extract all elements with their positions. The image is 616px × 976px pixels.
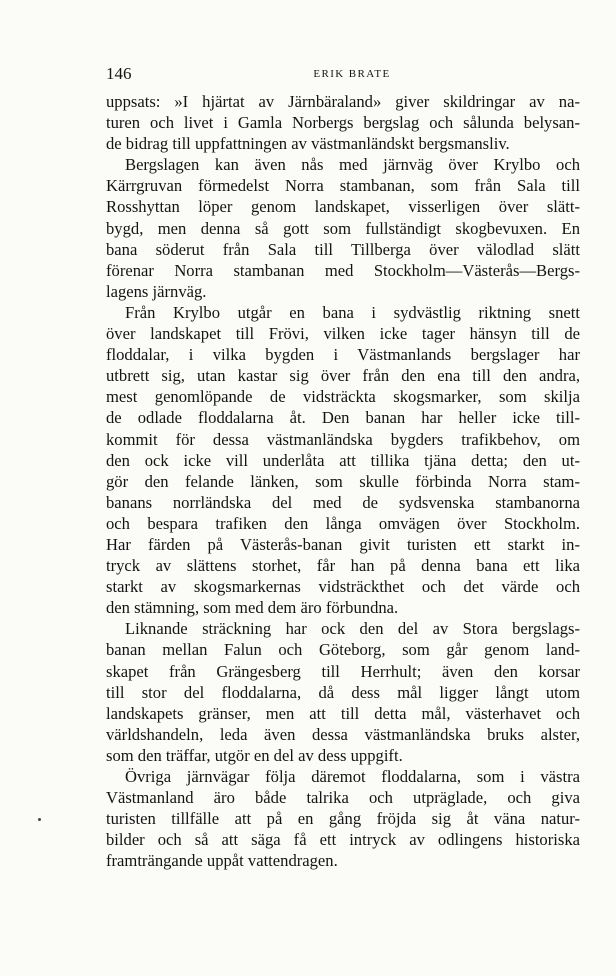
text-line: floddalar, i vilka bygden i Västmanlands bergslager har: [106, 345, 580, 365]
text-line: banans norrländska del med de sydsvenska stambanorna: [106, 492, 580, 512]
text-line: gör den felande länken, som skulle förbinda Norra stam-: [106, 471, 580, 491]
text-line: de bidrag till uppfattningen av västmanländskt bergsmansliv.: [106, 134, 510, 154]
text-line: bana söderut från Sala till Tillberga över välodlad slätt: [106, 239, 580, 259]
running-head: ERIK BRATE: [313, 68, 391, 80]
text-line: Rosshyttan löper genom landskapet, visserligen över slätt-: [106, 197, 580, 217]
paragraph-first-line: Övriga järnvägar följa däremot floddalarna, som i västra: [125, 767, 580, 786]
text-line: turisten tillfälle att på en gång fröjda sig åt väna natur-: [106, 809, 580, 829]
paragraph-first-line: Bergslagen kan även nås med järnväg över Krylbo och: [125, 155, 580, 175]
text-line: kommit för dessa västmanländska bygders trafikbehov, om: [106, 429, 580, 449]
text-line: Har färden på Västerås-banan givit turisten ett starkt in-: [106, 534, 580, 554]
text-line: den stämning, som med dem äro förbundna.: [106, 598, 399, 618]
text-line: som den träffar, utgör en del av dess uppgift.: [106, 745, 403, 765]
text-line: tryck av slättens storhet, får han på denna bana ett lika: [106, 556, 580, 576]
text-line: starkt av skogsmarkernas vidsträckthet och det värde och: [106, 577, 580, 597]
text-line: förenar Norra stambanan med Stockholm—Västerås—Bergs-: [106, 260, 580, 280]
paragraph-first-line: Liknande sträckning har ock den del av Stora bergslags-: [125, 619, 580, 639]
text-line: lagens järnväg.: [106, 281, 207, 301]
text-line: bygd, men denna så gott som fullständigt skogbevuxen. En: [106, 218, 580, 238]
text-line: landskapets gränser, men att till detta mål, västerhavet och: [106, 703, 580, 723]
text-line: framträngande uppåt vattendragen.: [106, 851, 338, 871]
text-line: till stor del floddalarna, då dess mål ligger långt utom: [106, 682, 580, 702]
page-number: 146: [106, 64, 132, 83]
print-speck: [38, 818, 41, 821]
paragraph-first-line: Från Krylbo utgår en bana i sydvästlig riktning snett: [125, 302, 580, 322]
text-line: de odlade floddalarna åt. Den banan har heller icke till-: [106, 408, 580, 428]
text-line: över landskapet till Frövi, vilken icke tager hänsyn till de: [106, 324, 580, 344]
text-line: utbrett sig, utan kastar sig över från den ena till den andra,: [106, 366, 580, 386]
text-line: världshandeln, leda även dessa västmanländska bruks alster,: [106, 724, 580, 744]
text-line: och bespara trafiken den långa omvägen över Stockholm.: [106, 513, 580, 533]
text-line: uppsats: »I hjärtat av Järnbäraland» giver skildringar av na-: [106, 92, 580, 111]
text-line: bilder och så att säga få ett intryck av odlingens historiska: [106, 830, 580, 850]
text-line: den ock icke vill underlåta att tillika tjäna detta; den ut-: [106, 450, 580, 470]
text-line: Kärrgruvan förmedelst Norra stambanan, som från Sala till: [106, 176, 580, 196]
body-text: [106, 91, 580, 871]
text-line: skapet från Grängesberg till Herrhult; även den korsar: [106, 661, 580, 681]
text-line: Västmanland äro både talrika och utpräglade, och giva: [106, 788, 580, 808]
text-line: turen och livet i Gamla Norbergs bergslag och sålunda belysan-: [106, 113, 580, 133]
page-header: [106, 64, 580, 86]
text-line: mest genomlöpande de vidsträckta skogsmarker, som skilja: [106, 387, 580, 407]
text-line: banan mellan Falun och Göteborg, som går genom land-: [106, 640, 580, 660]
